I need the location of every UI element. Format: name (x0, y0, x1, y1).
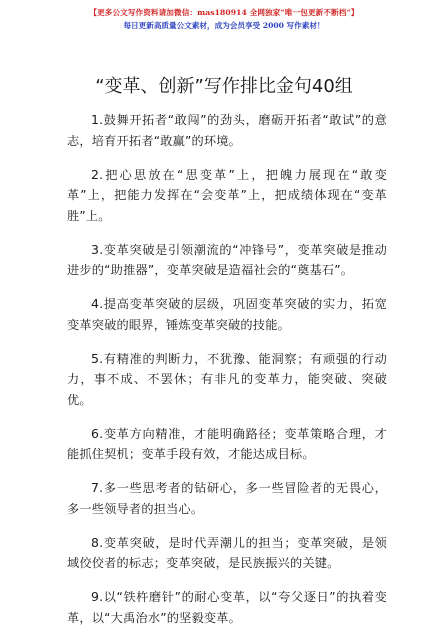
item-text: 多一些思考者的钻研心，多一些冒险者的无畏心，多一些领导者的担当心。 (67, 481, 387, 516)
item-text: 鼓舞开拓者“敢闯”的劲头，磨砺开拓者“敢试”的意志，培育开拓者“敢赢”的环境。 (67, 113, 387, 148)
item-number: 1. (91, 112, 104, 127)
list-item (67, 424, 387, 465)
item-text: 变革突破是引领潮流的“冲锋号”，变革突破是推动进步的“助推器”，变革突破是造福社会的“奠基石”。 (67, 242, 387, 277)
list-item (67, 165, 387, 227)
list-item (67, 533, 387, 574)
item-number: 6. (91, 425, 104, 441)
list-item (67, 294, 387, 335)
sentence-list (67, 110, 387, 642)
item-number: 7. (91, 480, 104, 495)
item-text: 变革方向精准，才能明确路径；变革策略合理，才能抓住契机；变革手段有效，才能达成目标。 (67, 426, 387, 461)
item-number: 9. (91, 589, 104, 604)
list-item (67, 110, 387, 151)
list-item (67, 349, 387, 411)
item-text: 变革突破，是时代弄潮儿的担当；变革突破，是领域佼佼者的标志；变革突破，是民族振兴的关键。 (67, 535, 387, 570)
item-number: 2. (91, 166, 104, 182)
item-number: 4. (91, 296, 104, 311)
list-item (67, 240, 387, 281)
promo-line-2: 每日更新高质量公文素材，成为会员享受 2000 写作素材！ (123, 21, 325, 30)
item-text: 有精准的判断力，不犹豫、能洞察；有顽强的行动力，事不成、不罢休；有非凡的变革力，能突破、突破优。 (67, 351, 387, 407)
item-number: 8. (91, 534, 104, 550)
list-item (67, 587, 387, 628)
item-text: 把心思放在“思变革”上，把魄力展现在“敢变革”上，把能力发挥在“会变革”上，把成绩体现在“变革胜”上。 (67, 167, 387, 223)
item-text: 以“铁杵磨针”的耐心变革，以“夸父逐日”的执着变革，以“大禹治水”的坚毅变革。 (67, 590, 387, 625)
document-title: “变革、创新”写作排比金句40组 (95, 76, 353, 97)
item-number: 3. (91, 241, 104, 257)
item-text: 提高变革突破的层级，巩固变革突破的实力，拓宽变革突破的眼界，锤炼变革突破的技能。 (67, 297, 387, 332)
promo-banner (0, 6, 448, 32)
list-item (67, 478, 387, 519)
item-number: 5. (91, 350, 104, 366)
promo-line-1: 【更多公文写作资料请加微信：mas180914 全网独家“唯一包更新不断档”】 (89, 8, 359, 17)
